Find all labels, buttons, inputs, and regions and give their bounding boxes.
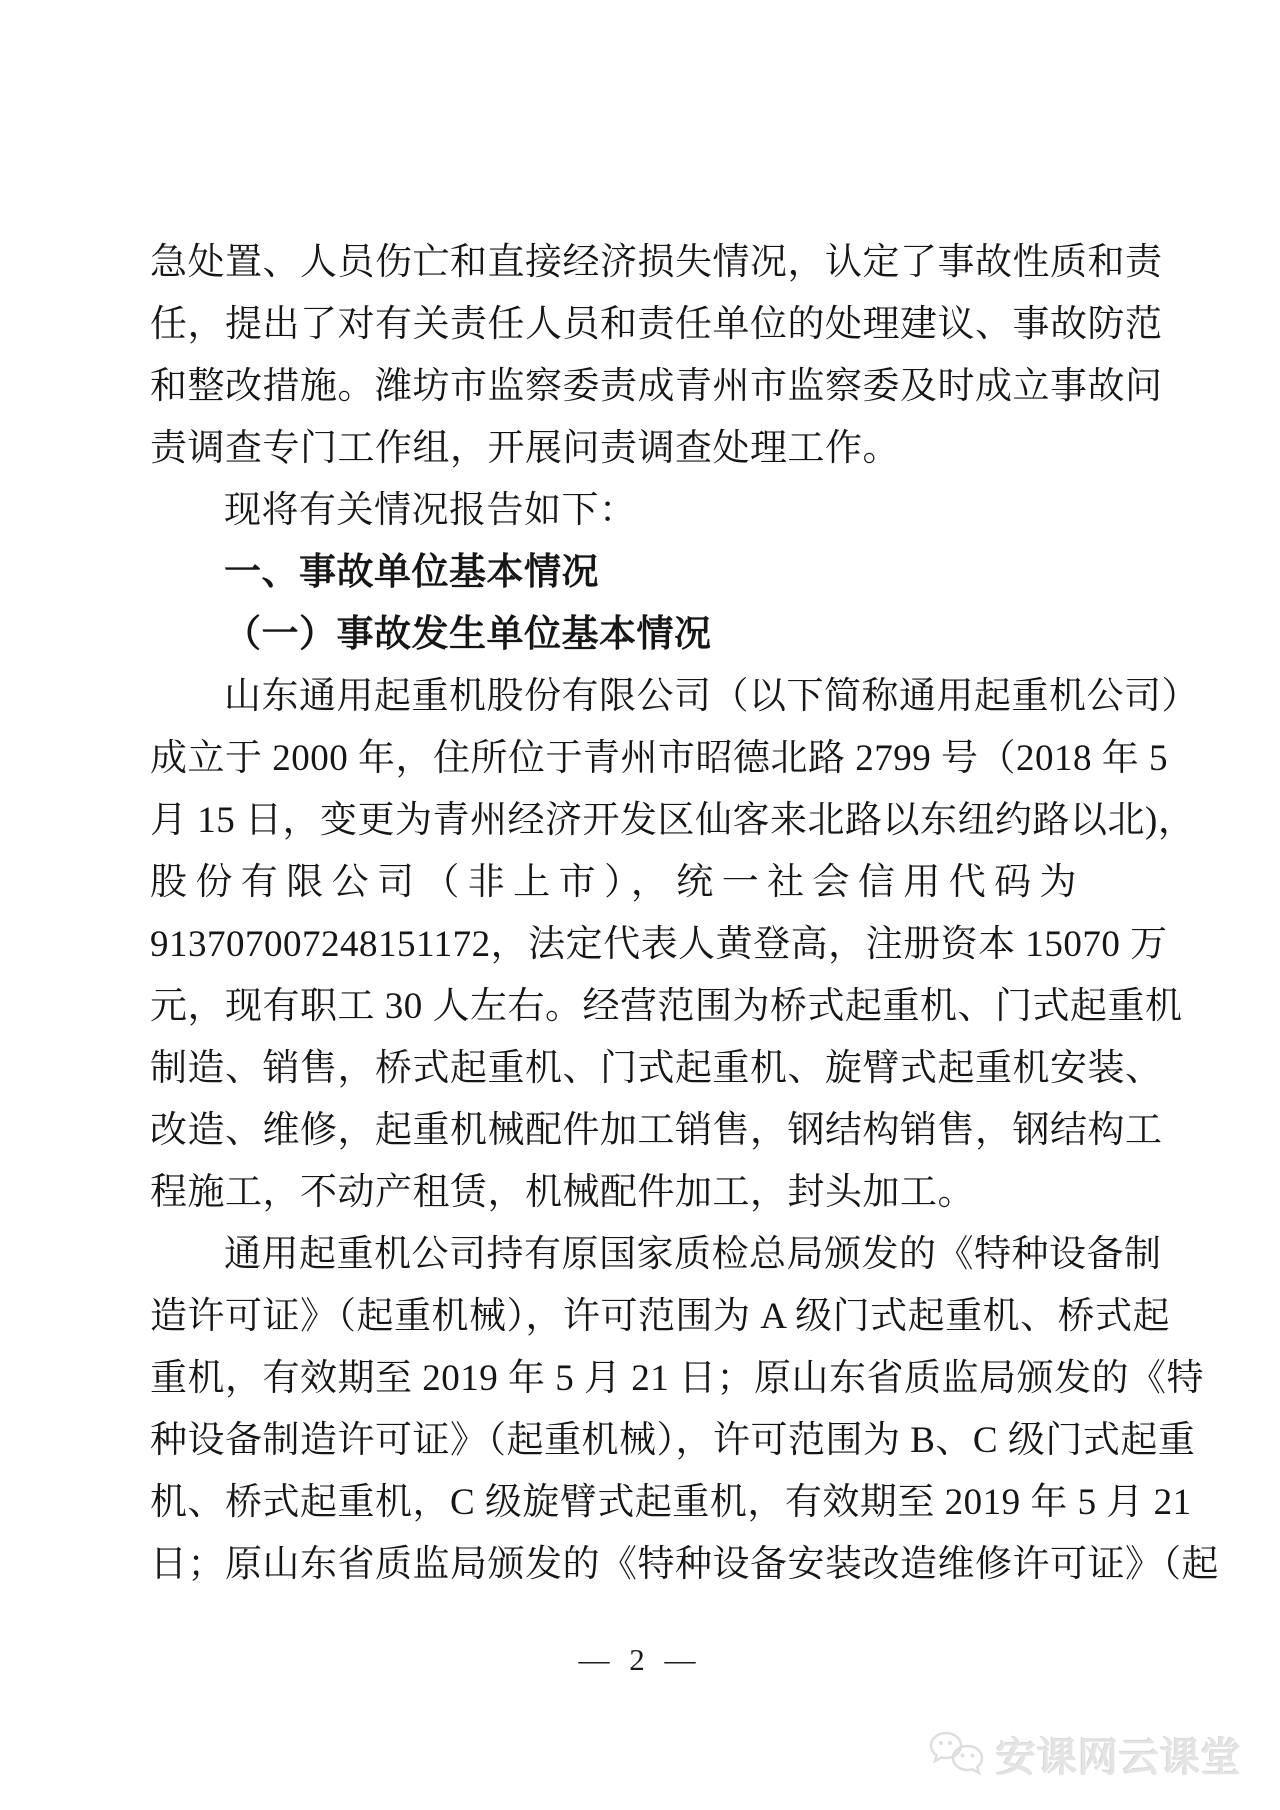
text-line: 元，现有职工 30 人左右。经营范围为桥式起重机、门式起重机 [150, 986, 1183, 1027]
text-line: 通用起重机公司持有原国家质检总局颁发的《特种设备制 [224, 1234, 1162, 1275]
text-line: 现将有关情况报告如下： [224, 490, 637, 531]
text-line: 和整改措施。潍坊市监察委责成青州市监察委及时成立事故问 [150, 366, 1163, 407]
text-line: 日；原山东省质监局颁发的《特种设备安装改造维修许可证》（起 [150, 1544, 1219, 1585]
text-line: 种设备制造许可证》（起重机械），许可范围为 B、C 级门式起重 [150, 1420, 1196, 1461]
text-line: 重机，有效期至 2019 年 5 月 21 日；原山东省质监局颁发的《特 [150, 1358, 1204, 1399]
text-line: 月 15 日，变更为青州经济开发区仙客来北路以东纽约路以北)， [150, 800, 1196, 841]
text-line: 山东通用起重机股份有限公司（以下简称通用起重机公司） [224, 676, 1199, 717]
watermark-text: 安课网云课堂 [996, 1735, 1242, 1780]
text-line: 股份有限公司（非上市），统一社会信用代码为 [150, 862, 1085, 903]
text-line: 制造、销售，桥式起重机、门式起重机、旋臂式起重机安装、 [150, 1048, 1163, 1089]
text-line: 任，提出了对有关责任人员和责任单位的处理建议、事故防范 [150, 304, 1163, 345]
text-line: 改造、维修，起重机械配件加工销售，钢结构销售，钢结构工 [150, 1110, 1163, 1151]
text-line: 913707007248151172，法定代表人黄登高，注册资本 15070 万 [150, 924, 1168, 965]
text-line: 机、桥式起重机，C 级旋臂式起重机，有效期至 2019 年 5 月 21 [150, 1482, 1192, 1523]
text-line: 责调查专门工作组，开展问责调查处理工作。 [150, 428, 900, 469]
page-number: — 2 — [578, 1642, 702, 1677]
text-line: 急处置、人员伤亡和直接经济损失情况，认定了事故性质和责 [150, 242, 1163, 283]
text-line: 程施工，不动产租赁，机械配件加工，封头加工。 [150, 1172, 975, 1213]
text-line: 成立于 2000 年，住所位于青州市昭德北路 2799 号（2018 年 5 [150, 738, 1168, 779]
chat-bubbles-icon [928, 1730, 986, 1780]
report-body [150, 232, 1219, 1596]
watermark [928, 1726, 1242, 1783]
text-line: 造许可证》（起重机械），许可范围为 A 级门式起重机、桥式起 [150, 1296, 1171, 1337]
text-line: 一、事故单位基本情况 [224, 552, 599, 593]
text-line: （一）事故发生单位基本情况 [224, 614, 712, 655]
